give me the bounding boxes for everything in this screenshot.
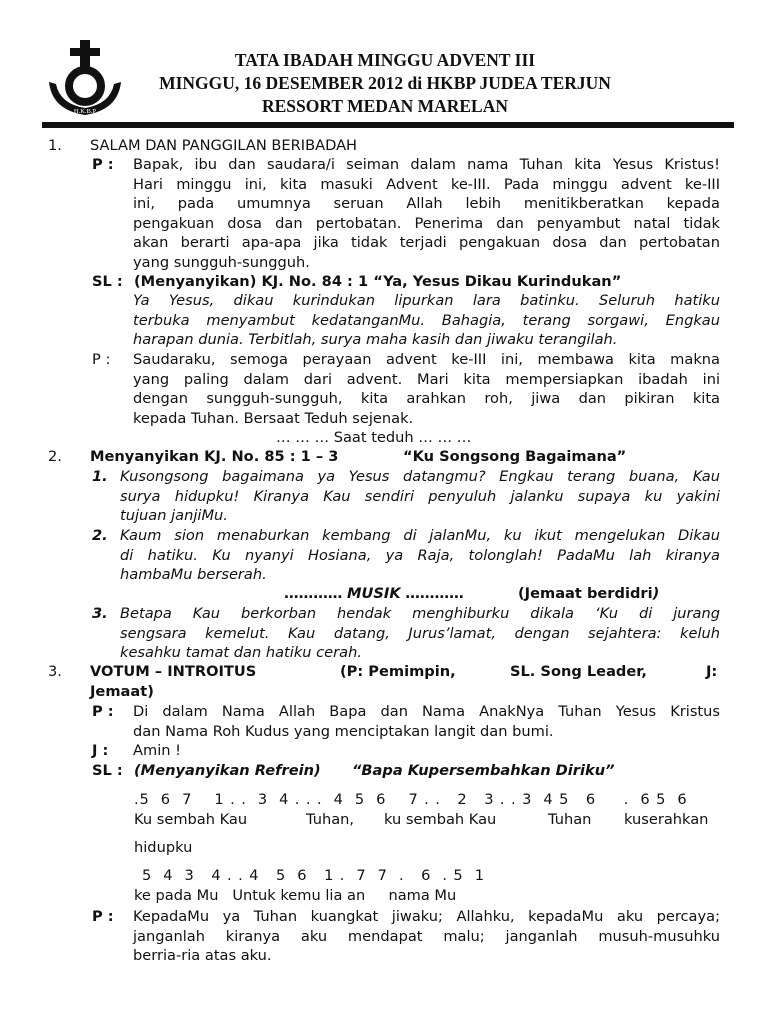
text-line: pengakuan dosa dan pertobatan. Penerima dan penyambut natal tidak (133, 214, 720, 232)
s3-sl-label: SL : (92, 762, 123, 779)
document-subtitle-2: RESSORT MEDAN MARELAN (261, 96, 509, 116)
s3-p-text (133, 702, 720, 741)
text-line: yang sungguh-sungguh. (133, 253, 310, 271)
music-notation-2: 5 4 3 4 . . 4 5 6 1 . 7 7 . 6 . 5 1 (142, 867, 485, 884)
music-notation-1: .5 6 7 1 . . 3 4 . . . 4 5 6 7 . . 2 3 . . 3 4 5 6 . 6 5 6 (134, 791, 688, 808)
text-line: Betapa Kau berkorban hendak menghiburku dikala ‘Ku di jurang (120, 605, 720, 622)
text-line: Ya Yesus, dikau kurindukan lipurkan lara batinku. Seluruh hatiku (133, 292, 720, 309)
text-line: tujuan janjiMu. (120, 507, 228, 524)
text-line: dan Nama Roh Kudus yang menciptakan langit dan bumi. (133, 722, 554, 740)
text-line: terbuka menyambut kedatanganMu. Bahagia, terang sorgawi, Engkau (133, 311, 720, 329)
lyric-1a: Ku sembah Kau (134, 811, 248, 828)
verse-1 (120, 467, 720, 526)
text-line: harapan dunia. Terbitlah, surya maha kasih dan jiwaku terangilah. (133, 331, 618, 348)
s3-p-label: P : (92, 703, 114, 720)
document-subtitle: MINGGU, 16 DESEMBER 2012 di HKBP JUDEA TERJUN (159, 73, 611, 93)
lyric-1d: Tuhan (548, 811, 592, 828)
verse-number: 2. (92, 527, 108, 544)
legend-jemaat: Jemaat) (90, 683, 154, 700)
s3-j-label: J : (92, 742, 109, 759)
lyric-2: ke pada Mu Untuk kemu lia an nama Mu (134, 887, 457, 904)
text-line: Kaum sion menaburkan kembang di jalanMu, ku ikut mengelukan Dikau (120, 527, 720, 544)
logo-text: H.K.B.P (73, 108, 97, 115)
verse-2 (120, 526, 720, 585)
section-3-number: 3. (48, 663, 62, 680)
text-line: surya hidupku! Kiranya Kau sendiri penyuluh jalanku supaya ku yakini (120, 487, 720, 505)
s1-sl-title: (Menyanyikan) KJ. No. 84 : 1 “Ya, Yesus Dikau Kurindukan” (134, 273, 622, 290)
saat-teduh: … … … Saat teduh … … … (276, 429, 472, 446)
text-line: Kusongsong bagaimana ya Yesus datangmu? Engkau terang buana, Kau (120, 468, 720, 485)
section-1-number: 1. (48, 137, 62, 154)
header-divider (42, 122, 734, 128)
legend-j: J: (706, 663, 718, 680)
text-line: berria-ria atas aku. (133, 947, 272, 964)
s1-sl-lyrics (133, 291, 720, 350)
s1-p-text (133, 155, 720, 272)
legend-pemimpin: (P: Pemimpin, (340, 663, 456, 680)
verse-number: 1. (92, 468, 108, 485)
s3-sl-title-a: (Menyanyikan Refrein) (134, 762, 321, 779)
section-2-number: 2. (48, 448, 62, 465)
jemaat-berdiri: (Jemaat berdidri) (518, 585, 660, 602)
text-line: janganlah kiranya aku mendapat malu; janganlah musuh-musuhku (133, 927, 720, 945)
section-2-song: “Ku Songsong Bagaimana” (403, 448, 627, 465)
lyric-1c: ku sembah Kau (384, 811, 497, 828)
text-line: dengan sungguh-sungguh, kita arahkan roh, jiwa dan pikiran kita (133, 390, 720, 407)
text-line: yang paling dalam dari advent. Mari kita mempersiapkan ibadah ini (133, 370, 720, 388)
verse-number: 3. (92, 605, 108, 622)
text-line: di hatiku. Ku nyanyi Hosiana, ya Raja, tolonglah! PadaMu lah kiranya (120, 546, 720, 564)
s3-j-text: Amin ! (133, 742, 181, 759)
hkbp-logo (46, 38, 124, 118)
lyric-1e: kuserahkan (624, 811, 709, 828)
s1-p2-label: P : (92, 351, 111, 368)
text-line: sengsara kemelut. Kau datang, Jurus’lamat, dengan sejahtera: keluh (120, 624, 720, 642)
section-1-title: SALAM DAN PANGGILAN BERIBADAH (90, 137, 358, 154)
section-3-title: VOTUM – INTROITUS (90, 663, 257, 680)
s3-sl-title-b: “Bapa Kupersembahkan Diriku” (352, 762, 615, 779)
s1-p2-text (133, 350, 720, 428)
text-line: kepada Tuhan. Bersaat Teduh sejenak. (133, 409, 414, 427)
text-line: KepadaMu ya Tuhan kuangkat jiwaku; Allahku, kepadaMu aku percaya; (133, 908, 720, 925)
text-line: Saudaraku, semoga perayaan advent ke-III ini, membawa kita makna (133, 351, 720, 368)
s1-sl-label: SL : (92, 273, 123, 290)
lyric-1-cont: hidupku (134, 839, 193, 856)
document-title: TATA IBADAH MINGGU ADVENT III (234, 50, 536, 70)
text-line: Bapak, ibu dan saudara/i seiman dalam nama Tuhan kita Yesus Kristus! (133, 156, 720, 173)
verse-3 (120, 604, 720, 663)
musik-line: ………… MUSIK ………… (284, 585, 464, 602)
text-line: Hari minggu ini, kita masuki Advent ke-III. Pada minggu advent ke-III (133, 175, 720, 193)
s3-p2-label: P : (92, 908, 114, 925)
legend-song-leader: SL. Song Leader, (510, 663, 647, 680)
text-line: hambaMu berserah. (120, 566, 267, 583)
s3-p2-text (133, 907, 720, 966)
text-line: Di dalam Nama Allah Bapa dan Nama AnakNya Tuhan Yesus Kristus (133, 703, 720, 720)
text-line: akan berarti apa-apa jika tidak terjadi pengakuan dosa dan pertobatan (133, 234, 720, 251)
lyric-1b: Tuhan, (306, 811, 355, 828)
text-line: kesahku tamat dan hatiku cerah. (120, 644, 362, 661)
text-line: ini, pada umumnya seruan Allah lebih menitikberatkan kepada (133, 195, 720, 212)
s1-p-label: P : (92, 156, 114, 173)
section-2-title: Menyanyikan KJ. No. 85 : 1 – 3 (90, 448, 339, 465)
